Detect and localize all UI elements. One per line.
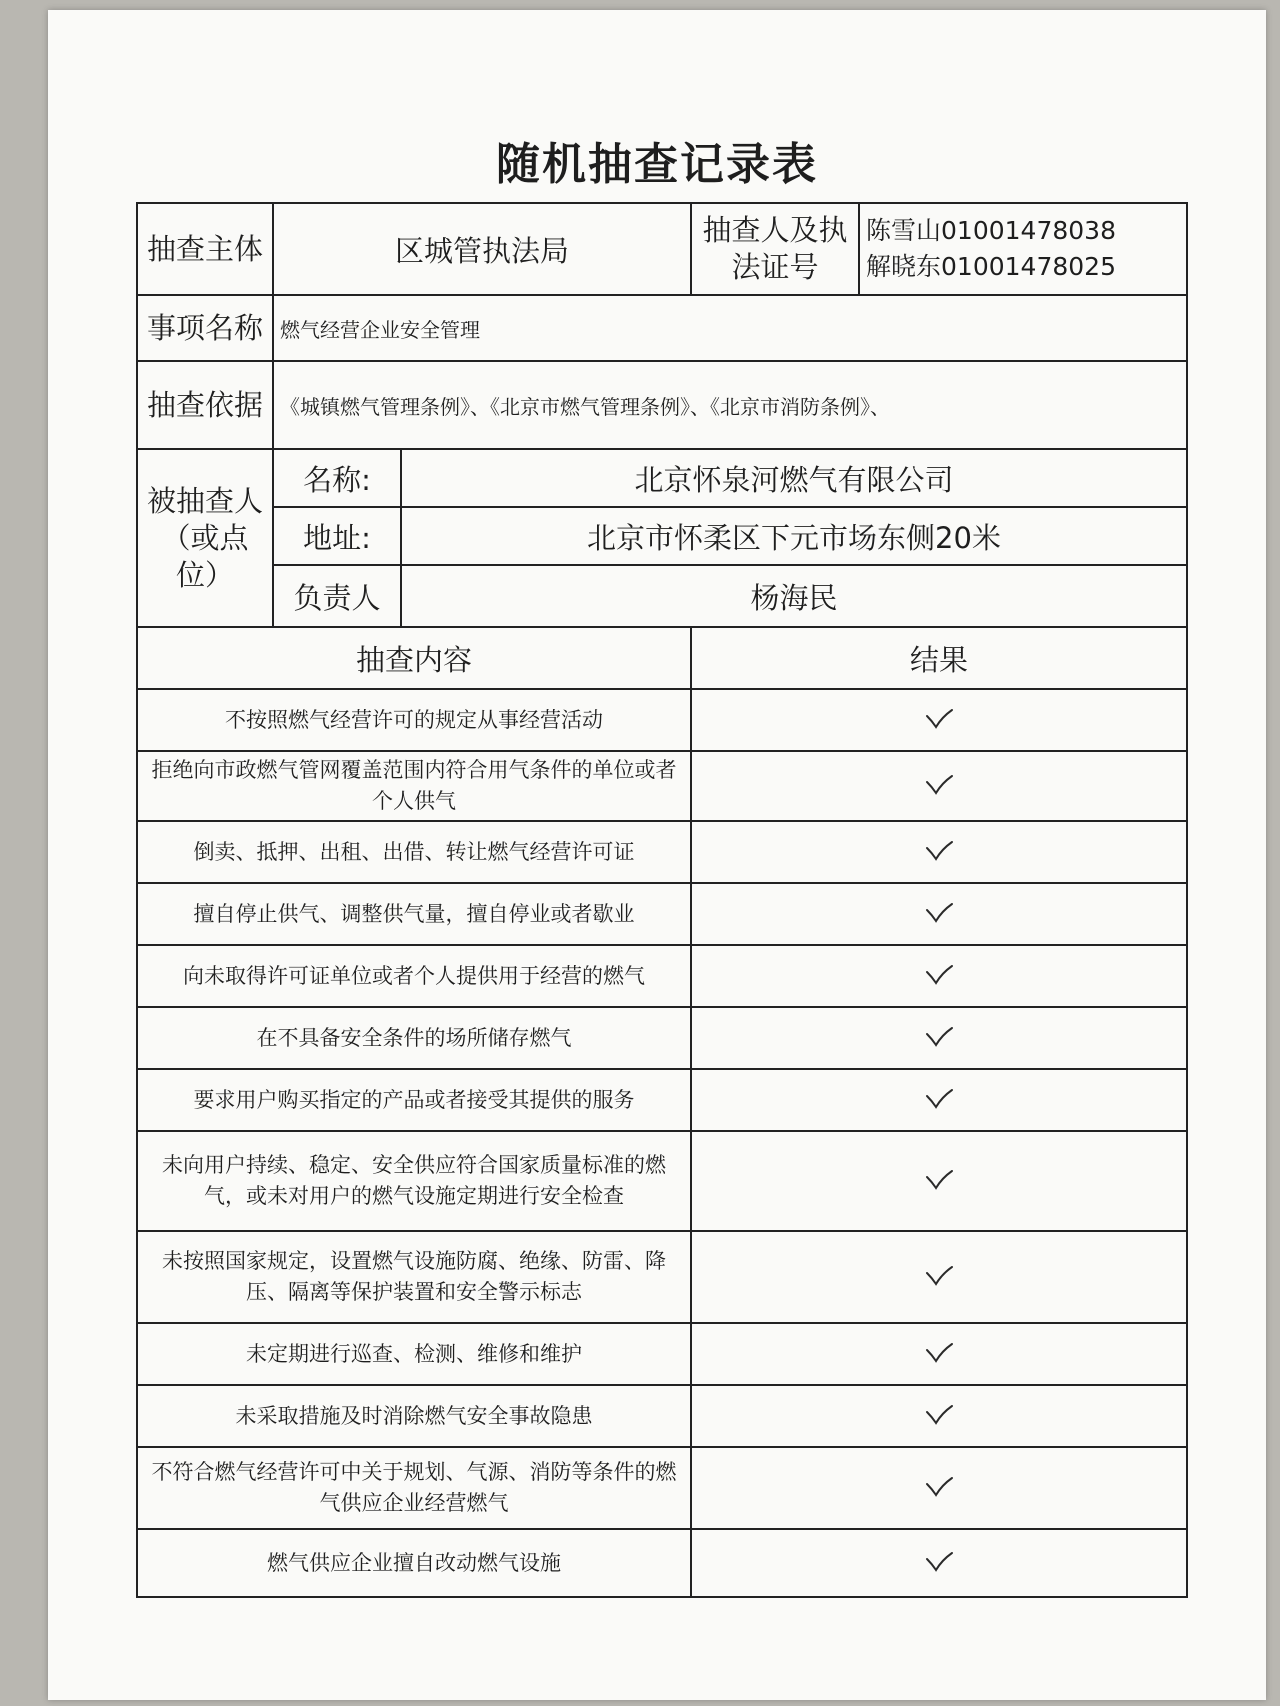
- content-header: 抽查内容: [137, 627, 691, 689]
- result-header: 结果: [691, 627, 1187, 689]
- subject-row: [137, 203, 1187, 295]
- basis-row: [137, 361, 1187, 449]
- document-page: [48, 10, 1266, 1700]
- checkmark-icon: [924, 963, 954, 985]
- checklist-header-row: [137, 627, 1187, 689]
- check-item-content: 不按照燃气经营许可的规定从事经营活动: [137, 689, 691, 751]
- basis-label: 抽查依据: [137, 361, 273, 449]
- check-item-result: [691, 1007, 1187, 1069]
- check-item-content: 向未取得许可证单位或者个人提供用于经营的燃气: [137, 945, 691, 1007]
- subject-value: 区城管执法局: [273, 203, 691, 295]
- check-item-content: 未定期进行巡查、检测、维修和维护: [137, 1323, 691, 1385]
- matter-value: 燃气经营企业安全管理: [273, 295, 1187, 361]
- checkmark-icon: [924, 1264, 954, 1286]
- checkmark-icon: [924, 1403, 954, 1425]
- checklist-row: [137, 1447, 1187, 1529]
- address-label: 地址:: [273, 507, 401, 565]
- checkmark-icon: [924, 707, 954, 729]
- checklist-row: [137, 1131, 1187, 1231]
- check-item-content: 要求用户购买指定的产品或者接受其提供的服务: [137, 1069, 691, 1131]
- checklist-row: [137, 945, 1187, 1007]
- matter-label: 事项名称: [137, 295, 273, 361]
- check-item-content: 未按照国家规定，设置燃气设施防腐、绝缘、防雷、降压、隔离等保护装置和安全警示标志: [137, 1231, 691, 1323]
- checklist-row: [137, 1231, 1187, 1323]
- checklist-row: [137, 751, 1187, 821]
- name-label: 名称:: [273, 449, 401, 507]
- inspected-name-value: 北京怀泉河燃气有限公司: [401, 449, 1187, 507]
- check-item-result: [691, 945, 1187, 1007]
- check-item-result: [691, 689, 1187, 751]
- form-title: 随机抽查记录表: [496, 139, 818, 190]
- checklist-body: [137, 689, 1187, 1597]
- check-item-content: 拒绝向市政燃气管网覆盖范围内符合用气条件的单位或者个人供气: [137, 751, 691, 821]
- checklist-row: [137, 1007, 1187, 1069]
- check-item-content: 不符合燃气经营许可中关于规划、气源、消防等条件的燃气供应企业经营燃气: [137, 1447, 691, 1529]
- check-item-result: [691, 883, 1187, 945]
- basis-value: 《城镇燃气管理条例》、《北京市燃气管理条例》、《北京市消防条例》、: [273, 361, 1187, 449]
- checkmark-icon: [924, 1025, 954, 1047]
- check-item-result: [691, 1323, 1187, 1385]
- subject-label: 抽查主体: [137, 203, 273, 295]
- checkmark-icon: [924, 1168, 954, 1190]
- inspection-form-table: [136, 202, 1188, 1598]
- checklist-row: [137, 821, 1187, 883]
- checkmark-icon: [924, 1475, 954, 1497]
- check-item-content: 未向用户持续、稳定、安全供应符合国家质量标准的燃气，或未对用户的燃气设施定期进行安全检查: [137, 1131, 691, 1231]
- inspected-person-row: [137, 565, 1187, 627]
- person-label: 负责人: [273, 565, 401, 627]
- inspected-address-value: 北京市怀柔区下元市场东侧20米: [401, 507, 1187, 565]
- check-item-result: [691, 1385, 1187, 1447]
- inspector-id: 解晓东01001478025: [866, 252, 1116, 281]
- checklist-row: [137, 1385, 1187, 1447]
- inspectors-list: [859, 203, 1187, 295]
- check-item-result: [691, 751, 1187, 821]
- check-item-result: [691, 1231, 1187, 1323]
- check-item-content: 在不具备安全条件的场所储存燃气: [137, 1007, 691, 1069]
- check-item-result: [691, 821, 1187, 883]
- check-item-result: [691, 1131, 1187, 1231]
- checklist-row: [137, 1323, 1187, 1385]
- check-item-content: 未采取措施及时消除燃气安全事故隐患: [137, 1385, 691, 1447]
- inspected-person-value: 杨海民: [401, 565, 1187, 627]
- check-item-content: 燃气供应企业擅自改动燃气设施: [137, 1529, 691, 1597]
- checkmark-icon: [924, 839, 954, 861]
- checklist-row: [137, 1529, 1187, 1597]
- checkmark-icon: [924, 901, 954, 923]
- checkmark-icon: [924, 1341, 954, 1363]
- checkmark-icon: [924, 1550, 954, 1572]
- check-item-result: [691, 1069, 1187, 1131]
- check-item-result: [691, 1529, 1187, 1597]
- inspectors-label: 抽查人及执法证号: [691, 203, 859, 295]
- checkmark-icon: [924, 1087, 954, 1109]
- check-item-content: 倒卖、抵押、出租、出借、转让燃气经营许可证: [137, 821, 691, 883]
- checklist-row: [137, 883, 1187, 945]
- matter-row: [137, 295, 1187, 361]
- inspected-label: 被抽查人（或点位）: [137, 449, 273, 627]
- check-item-content: 擅自停止供气、调整供气量，擅自停业或者歇业: [137, 883, 691, 945]
- inspector-id: 陈雪山01001478038: [866, 216, 1116, 245]
- checkmark-icon: [924, 773, 954, 795]
- checklist-row: [137, 1069, 1187, 1131]
- checklist-row: [137, 689, 1187, 751]
- inspected-address-row: [137, 507, 1187, 565]
- check-item-result: [691, 1447, 1187, 1529]
- inspected-name-row: [137, 449, 1187, 507]
